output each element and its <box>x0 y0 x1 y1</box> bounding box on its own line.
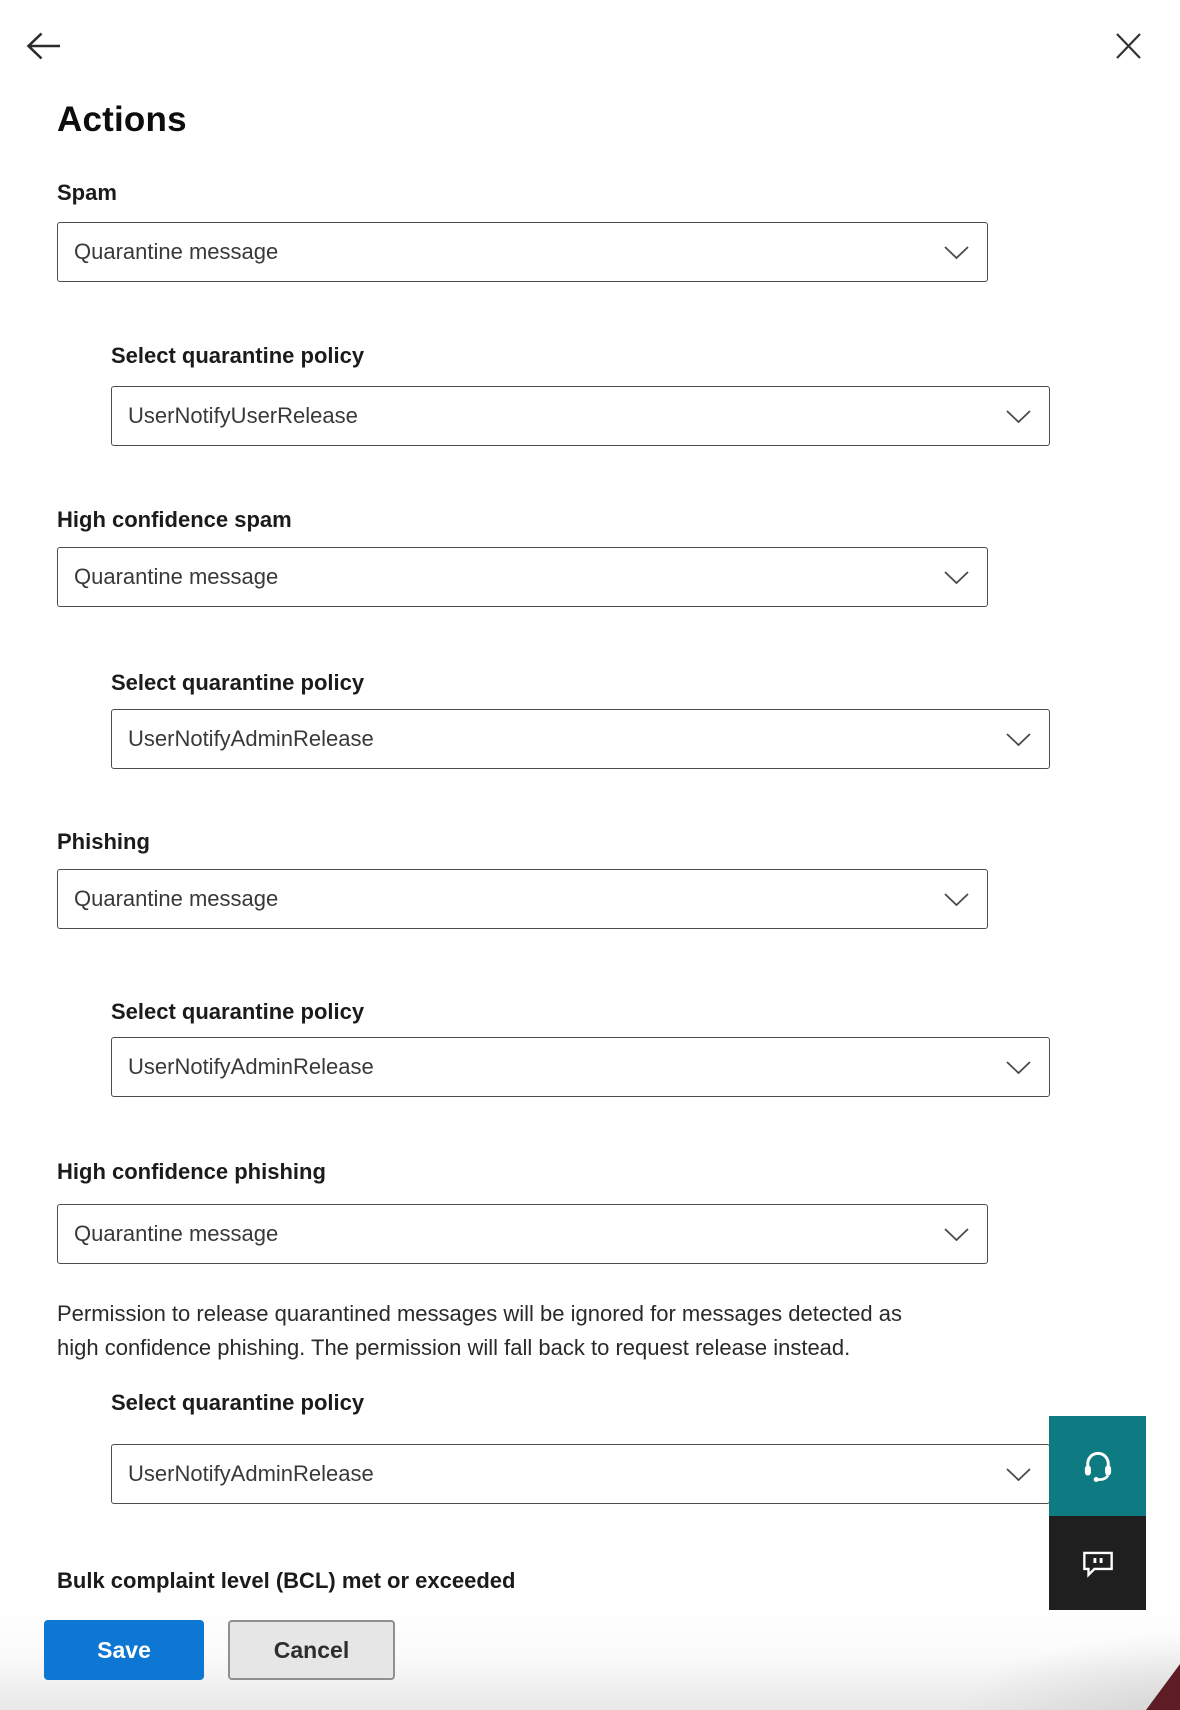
cancel-button[interactable]: Cancel <box>228 1620 395 1680</box>
spam-policy-dropdown-value: UserNotifyUserRelease <box>128 403 358 428</box>
spam-dropdown[interactable] <box>57 222 988 282</box>
close-icon <box>1114 48 1143 63</box>
high-confidence-phishing-label: High confidence phishing <box>57 1159 326 1184</box>
help-button[interactable] <box>1049 1416 1146 1516</box>
phishing-dropdown[interactable] <box>57 869 988 929</box>
chevron-down-icon <box>943 892 970 907</box>
high-confidence-spam-policy-label: Select quarantine policy <box>111 670 365 695</box>
high-confidence-spam-dropdown[interactable] <box>57 547 988 607</box>
phishing-policy-label: Select quarantine policy <box>111 999 365 1024</box>
high-confidence-phishing-policy-dropdown[interactable] <box>111 1444 1050 1504</box>
high-confidence-phishing-dropdown[interactable] <box>57 1204 988 1264</box>
back-arrow-icon <box>25 51 62 66</box>
high-confidence-phishing-policy-label: Select quarantine policy <box>111 1390 365 1415</box>
chevron-down-icon <box>1005 732 1032 747</box>
bulk-complaint-section <box>57 1566 957 1594</box>
feedback-button[interactable] <box>1049 1516 1146 1610</box>
phishing-policy-dropdown[interactable] <box>111 1037 1050 1097</box>
chevron-down-icon <box>943 245 970 260</box>
chat-icon <box>1079 1544 1117 1582</box>
page-title: Actions <box>57 100 187 139</box>
phishing-dropdown-value: Quarantine message <box>74 886 279 911</box>
bulk-complaint-label: Bulk complaint level (BCL) met or exceeded <box>57 1568 516 1593</box>
footer-bar <box>0 1594 1180 1710</box>
high-confidence-spam-label: High confidence spam <box>57 507 292 532</box>
note-line: Permission to release quarantined messages will be ignored for messages detected as <box>57 1301 903 1326</box>
save-button[interactable]: Save <box>44 1620 204 1680</box>
high-confidence-phishing-policy-dropdown-value: UserNotifyAdminRelease <box>128 1461 374 1486</box>
high-confidence-spam-policy-dropdown[interactable] <box>111 709 1050 769</box>
chevron-down-icon <box>943 570 970 585</box>
high-confidence-spam-dropdown-value: Quarantine message <box>74 564 279 589</box>
note-line: high confidence phishing. The permission will fall back to request release instead. <box>57 1335 851 1360</box>
spam-dropdown-value: Quarantine message <box>74 239 279 264</box>
chevron-down-icon <box>1005 1060 1032 1075</box>
chevron-down-icon <box>1005 1467 1032 1482</box>
spam-policy-label: Select quarantine policy <box>111 343 365 368</box>
spam-policy-dropdown[interactable] <box>111 386 1050 446</box>
high-confidence-phishing-note <box>57 1297 1137 1365</box>
chevron-down-icon <box>1005 409 1032 424</box>
high-confidence-phishing-dropdown-value: Quarantine message <box>74 1221 279 1246</box>
phishing-policy-dropdown-value: UserNotifyAdminRelease <box>128 1054 374 1079</box>
headset-icon <box>1077 1445 1119 1487</box>
back-button[interactable] <box>25 29 62 63</box>
high-confidence-spam-policy-dropdown-value: UserNotifyAdminRelease <box>128 726 374 751</box>
close-button[interactable] <box>1114 32 1143 60</box>
spam-label: Spam <box>57 180 117 205</box>
chevron-down-icon <box>943 1227 970 1242</box>
phishing-label: Phishing <box>57 829 150 854</box>
